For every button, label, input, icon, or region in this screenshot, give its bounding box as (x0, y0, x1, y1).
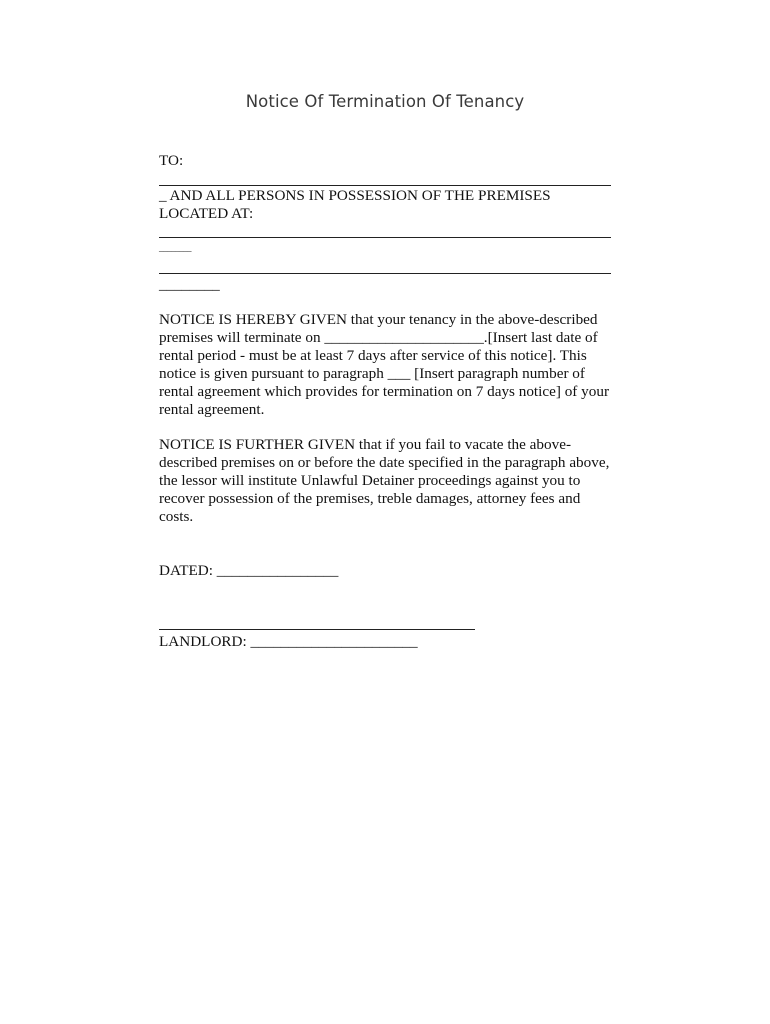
paragraph-line: premises will terminate on _____________________.[Insert last date of (159, 329, 598, 346)
to-blank-line[interactable] (159, 185, 611, 186)
dated-field[interactable]: DATED: ________________ (159, 562, 339, 579)
paragraph-line: rental agreement which provides for termination on 7 days notice] of your (159, 383, 609, 400)
to-label: TO: (159, 152, 184, 169)
notice-paragraph-2 (159, 436, 619, 526)
paragraph-line: recover possession of the premises, treble damages, attorney fees and (159, 490, 581, 507)
paragraph-line: the lessor will institute Unlawful Detainer proceedings against you to (159, 472, 581, 489)
paragraph-line: rental agreement. (159, 401, 265, 418)
persons-in-possession-line: _ AND ALL PERSONS IN POSSESSION OF THE PREMISES (159, 187, 551, 204)
address-blank-short-2[interactable]: ________ (159, 276, 220, 293)
paragraph-line: rental period - must be at least 7 days after service of this notice]. This (159, 347, 587, 364)
paragraph-line: notice is given pursuant to paragraph ___ [Insert paragraph number of (159, 365, 585, 382)
landlord-field[interactable]: LANDLORD: ______________________ (159, 633, 418, 650)
paragraph-line: costs. (159, 508, 194, 525)
paragraph-line: NOTICE IS HEREBY GIVEN that your tenancy in the above-described (159, 311, 598, 328)
notice-paragraph-1 (159, 311, 619, 419)
located-at-label: LOCATED AT: (159, 205, 254, 222)
paragraph-line: described premises on or before the date specified in the paragraph above, (159, 454, 610, 471)
paragraph-line: NOTICE IS FURTHER GIVEN that if you fail to vacate the above- (159, 436, 572, 453)
address-blank-line-1[interactable] (159, 237, 611, 238)
document-title: Notice Of Termination Of Tenancy (245, 92, 525, 111)
address-blank-line-2[interactable] (159, 273, 611, 274)
address-blank-short-1[interactable]: ________ (159, 243, 191, 253)
signature-line[interactable] (159, 629, 475, 630)
